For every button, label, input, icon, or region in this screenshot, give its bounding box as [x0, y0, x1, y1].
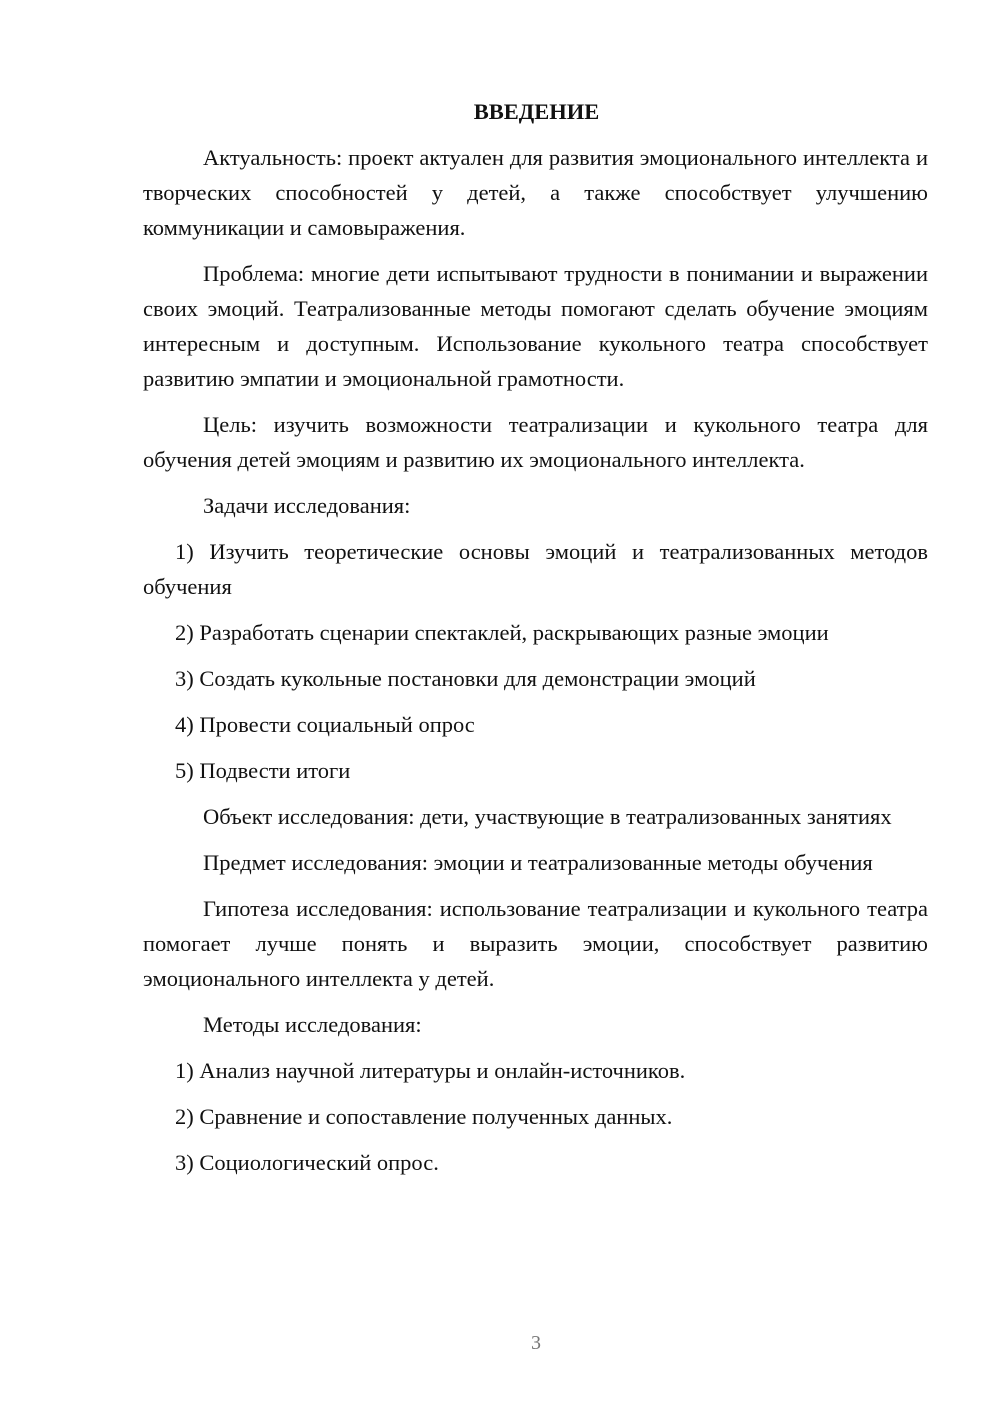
task-item-3: 3) Создать кукольные постановки для демонстрации эмоций — [175, 666, 756, 691]
task-item-5: 5) Подвести итоги — [175, 758, 351, 783]
method-item-2: 2) Сравнение и сопоставление полученных данных. — [175, 1104, 673, 1129]
methods-heading: Методы исследования: — [203, 1012, 422, 1037]
goal-paragraph: Цель: изучить возможности театрализации и кукольного театра для обучения детей эмоциям и развитию их эмоционального интеллекта. — [143, 412, 928, 472]
subject-paragraph: Предмет исследования: эмоции и театрализованные методы обучения — [203, 850, 873, 875]
relevance-paragraph: Актуальность: проект актуален для развития эмоционального интеллекта и творческих способностей у детей, а также способствует улучшению коммуникации и самовыражения. — [143, 145, 928, 240]
task-item-2: 2) Разработать сценарии спектаклей, раскрывающих разные эмоции — [175, 620, 829, 645]
tasks-heading: Задачи исследования: — [203, 493, 411, 518]
problem-paragraph: Проблема: многие дети испытывают трудности в понимании и выражении своих эмоций. Театрализованные методы помогают сделать обучение эмоциям интересным и доступным. Использование кукольного театра способствует развитию эмпатии и эмоциональной грамотности. — [143, 261, 928, 391]
task-item-4: 4) Провести социальный опрос — [175, 712, 475, 737]
object-paragraph: Объект исследования: дети, участвующие в театрализованных занятиях — [203, 804, 892, 829]
method-item-1: 1) Анализ научной литературы и онлайн-источников. — [175, 1058, 686, 1083]
page-number: 3 — [531, 1332, 541, 1354]
page-title: ВВЕДЕНИЕ — [473, 99, 600, 124]
method-item-3: 3) Социологический опрос. — [175, 1150, 439, 1175]
document-page — [143, 94, 928, 1191]
task-item-1: 1) Изучить теоретические основы эмоций и театрализованных методов обучения — [143, 539, 928, 599]
hypothesis-paragraph: Гипотеза исследования: использование театрализации и кукольного театра помогает лучше понять и выразить эмоции, способствует развитию эмоционального интеллекта у детей. — [143, 896, 928, 991]
